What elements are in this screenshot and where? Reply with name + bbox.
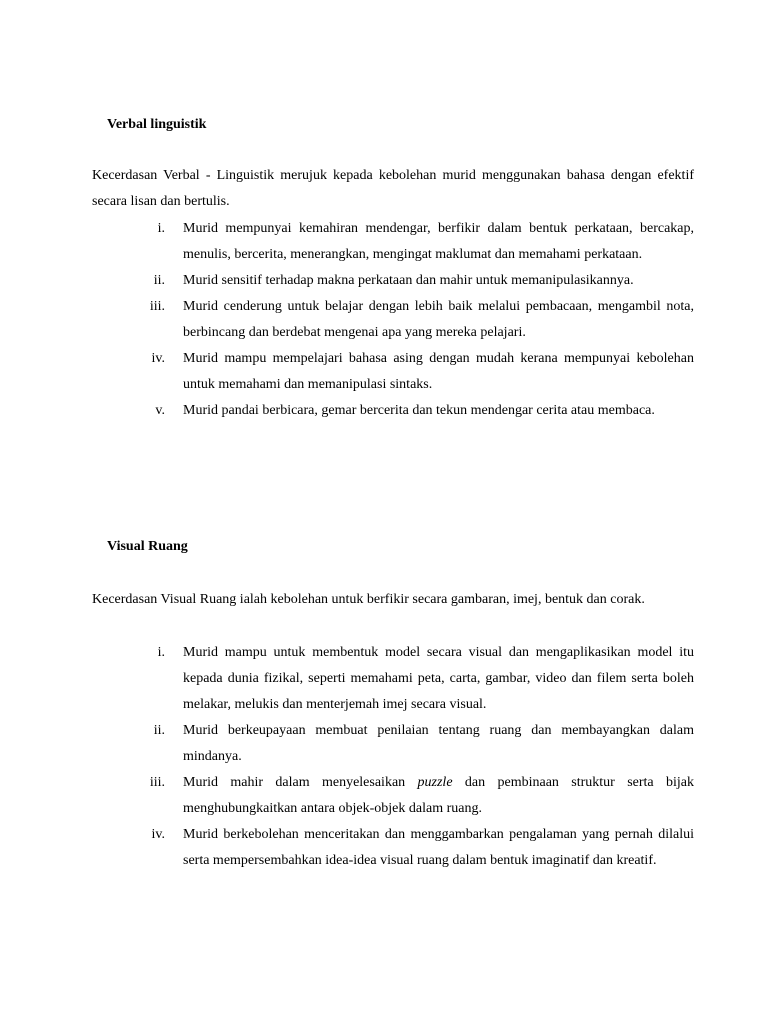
list-item-text-after: dan pembinaan struktur serta bijak menghubungkaitkan antara objek-objek dalam ruang.	[183, 775, 694, 816]
list-item-number: v.	[155, 403, 165, 418]
section-heading-verbal: Verbal linguistik	[107, 117, 207, 132]
list-item	[92, 822, 694, 874]
list-item-text: Murid sensitif terhadap makna perkataan dan mahir untuk memanipulasikannya.	[183, 273, 634, 288]
list-item-text: Murid cenderung untuk belajar dengan lebih baik melalui pembacaan, mengambil nota, berbincang dan berdebat mengenai apa yang mereka pelajari.	[183, 299, 694, 340]
list-item-number: ii.	[153, 723, 165, 738]
list-item-text-italic: puzzle	[417, 775, 453, 790]
list-item	[92, 216, 694, 268]
list-item-number: iii.	[149, 299, 165, 314]
list-item	[92, 268, 694, 294]
list-item	[92, 294, 694, 346]
section-heading-visual: Visual Ruang	[107, 539, 188, 554]
list-item-text-before: Murid mahir dalam menyelesaikan	[183, 775, 418, 790]
list-verbal	[92, 216, 694, 424]
section-intro-verbal: Kecerdasan Verbal - Linguistik merujuk kepada kebolehan murid menggunakan bahasa dengan efektif secara lisan dan bertulis.	[92, 168, 694, 209]
list-item-text: Murid berkebolehan menceritakan dan menggambarkan pengalaman yang pernah dilalui serta mempersembahkan idea-idea visual ruang dalam bentuk imaginatif dan kreatif.	[183, 827, 694, 868]
list-item-number: iv.	[151, 351, 165, 366]
list-item-text: Murid pandai berbicara, gemar bercerita dan tekun mendengar cerita atau membaca.	[183, 403, 655, 418]
list-item-number: iii.	[149, 775, 165, 790]
list-item	[92, 640, 694, 718]
section-intro-visual: Kecerdasan Visual Ruang ialah kebolehan untuk berfikir secara gambaran, imej, bentuk dan corak.	[92, 592, 645, 607]
list-item-text: Murid berkeupayaan membuat penilaian tentang ruang dan membayangkan dalam mindanya.	[183, 723, 694, 764]
list-item-number: i.	[157, 221, 165, 236]
list-visual	[92, 640, 694, 874]
list-item-number: iv.	[151, 827, 165, 842]
list-item	[92, 398, 694, 424]
list-item-text	[183, 770, 694, 822]
list-item-text: Murid mampu mempelajari bahasa asing dengan mudah kerana mempunyai kebolehan untuk memahami dan memanipulasi sintaks.	[183, 351, 694, 392]
list-item-number: i.	[157, 645, 165, 660]
list-item-text: Murid mempunyai kemahiran mendengar, berfikir dalam bentuk perkataan, bercakap, menulis, bercerita, menerangkan, mengingat maklumat dan memahami perkataan.	[183, 221, 694, 262]
list-item	[92, 718, 694, 770]
list-item-number: ii.	[153, 273, 165, 288]
list-item	[92, 346, 694, 398]
list-item	[92, 770, 694, 822]
list-item-text: Murid mampu untuk membentuk model secara visual dan mengaplikasikan model itu kepada dunia fizikal, seperti memahami peta, carta, gambar, video dan filem serta boleh melakar, melukis dan menterjemah imej secara visual.	[183, 645, 694, 712]
